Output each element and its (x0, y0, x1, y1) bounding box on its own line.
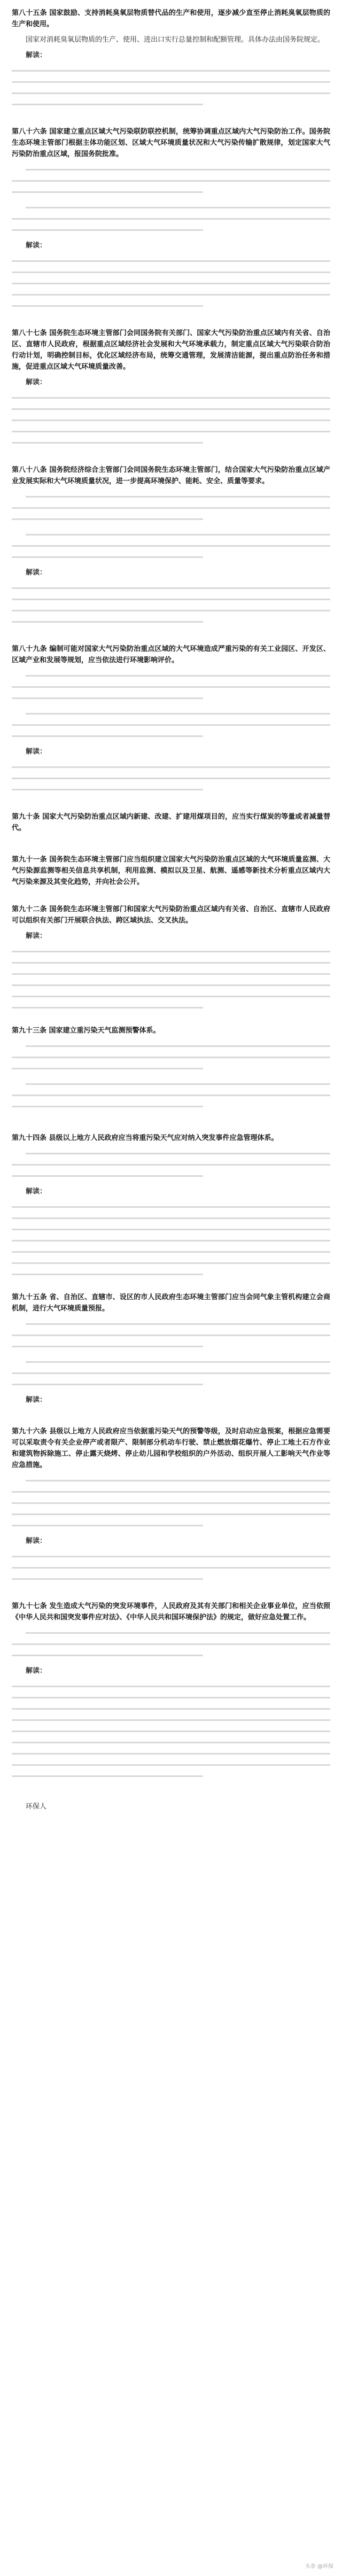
article-header: 第九十六条 县级以上地方人民政府应当依据重污染天气的预警等级，及时启动应急预案，根据应急需要可以采取责令有关企业停产或者限产、限制部分机动车行驶、禁止燃放烟花爆竹、停止工地土石方作业和建筑物拆除施工、停止露天烧烤、停止幼儿园和学校组织的户外活动、组织开展人工影响天气作业等应急措施。 (12, 1427, 330, 1469)
text-line-placeholder (12, 1726, 330, 1737)
text-line-placeholder (12, 784, 330, 795)
commentary (12, 1394, 330, 1406)
article (12, 1132, 330, 1280)
text-line-placeholder (12, 1258, 330, 1269)
text-line-placeholder (12, 426, 330, 437)
article-header: 第八十八条 国务院经济综合主管部门会同国务院生态环境主管部门，结合国家大气污染防治重点区域产业发展实际和大气环境质量状况，进一步提高环境保护、能耗、安全、质量等要求。 (12, 466, 330, 485)
article-header: 第九十四条 县级以上地方人民政府应当将重污染天气应对纳入突发事件应急管理体系。 (12, 1134, 278, 1142)
text-line-placeholder (12, 1639, 330, 1650)
article-header: 第九十五条 省、自治区、直辖市、设区的市人民政府生态环境主管部门应当会同气象主管机构建立会商机制，进行大气环境质量预报。 (12, 1293, 330, 1313)
text-line-placeholder (12, 946, 330, 957)
spacer (12, 1782, 330, 1798)
text-line-placeholder (12, 1090, 330, 1101)
article (12, 328, 330, 448)
spacer (12, 1116, 330, 1132)
commentary-label: 解读： (26, 569, 47, 577)
text-line-placeholder (12, 1681, 330, 1692)
article-paragraph (12, 529, 330, 563)
text-line-placeholder (12, 991, 330, 1002)
text-line-placeholder (12, 1486, 330, 1498)
commentary-label: 解读： (26, 242, 47, 250)
article (12, 1025, 330, 1112)
commentary-label: 解读： (26, 1188, 47, 1196)
article-list (12, 7, 330, 1798)
text-line-placeholder (12, 1246, 330, 1258)
commentary (12, 377, 330, 388)
text-line-placeholder (12, 957, 330, 968)
text-line-placeholder (12, 773, 330, 784)
text-line-placeholder (12, 681, 330, 693)
commentary (12, 746, 330, 757)
text-line-placeholder (12, 175, 330, 187)
article-header: 第九十七条 发生造成大气污染的突发环境事件，人民政府及其有关部门和相关企业事业单位，应当依照《中华人民共和国突发事件应对法》、《中华人民共和国环境保护法》的规定，做好应急处置工作。 (12, 1602, 330, 1621)
text-line-placeholder (12, 99, 330, 110)
article-header: 第九十三条 国家建立重污染天气监测预警体系。 (12, 1027, 160, 1035)
commentary-label: 解读： (26, 378, 47, 386)
text-line-placeholder (12, 1330, 330, 1341)
spacer (12, 795, 330, 811)
article-paragraph (12, 164, 330, 198)
text-line-placeholder (12, 1759, 330, 1771)
article-paragraph (12, 491, 330, 525)
commentary (12, 1665, 330, 1677)
text-line-placeholder (12, 164, 330, 175)
commentary-label: 解读： (26, 1667, 47, 1675)
text-line-placeholder (12, 1771, 330, 1782)
article (12, 854, 330, 888)
article-header: 第九十一条 国务院生态环境主管部门应当组织建立国家大气污染防治重点区域的大气环境质量监测、大气污染源监测等相关信息共享机制，利用监测、模拟以及卫星、航测、遥感等新技术分析重点区域内大气污染来源及其变化趋势，并向社会公开。 (12, 856, 330, 886)
text-line-placeholder (12, 980, 330, 991)
article-header: 第九十二条 国务院生态环境主管部门和国家大气污染防治重点区域内有关省、自治区、直辖市人民政府可以组织有关部门开展联合执法、跨区域执法、交叉执法。 (12, 905, 330, 925)
spacer (12, 627, 330, 643)
article-header: 第八十五条 国家鼓励、支持消耗臭氧层物质替代品的生产和使用，逐步减少直至停止消耗臭氧层物质的生产和使用。 (12, 9, 330, 28)
article-body (12, 34, 330, 110)
text-line-placeholder (12, 540, 330, 552)
text-line-placeholder (12, 76, 330, 88)
article-paragraph (12, 1627, 330, 1661)
article-body (12, 1627, 330, 1782)
text-line-placeholder (12, 514, 330, 525)
article-paragraph (12, 202, 330, 236)
article-paragraph (12, 1041, 330, 1074)
article (12, 126, 330, 312)
text-line-placeholder (12, 1368, 330, 1379)
article (12, 1292, 330, 1406)
article-paragraph (12, 1356, 330, 1390)
spacer (12, 892, 330, 904)
article-body (12, 1041, 330, 1112)
text-line-placeholder (12, 1063, 330, 1074)
article-paragraph (12, 1148, 330, 1182)
text-line-placeholder (12, 1224, 330, 1235)
text-line-placeholder (12, 1170, 330, 1182)
commentary (12, 930, 330, 942)
text-line-placeholder (12, 583, 330, 594)
spacer (12, 312, 330, 328)
text-line-placeholder (12, 267, 330, 278)
article-body (12, 377, 330, 448)
text-line-placeholder (12, 968, 330, 980)
spacer (12, 448, 330, 464)
text-line-placeholder (12, 437, 330, 448)
text-line-placeholder (12, 1703, 330, 1714)
spacer (12, 1410, 330, 1426)
text-line-placeholder (12, 1101, 330, 1112)
text-line-placeholder (12, 605, 330, 616)
text-line-placeholder (12, 1627, 330, 1639)
article (12, 904, 330, 1013)
text-line-placeholder (12, 719, 330, 731)
text-line-placeholder (12, 289, 330, 300)
article (12, 464, 330, 627)
text-line-placeholder (12, 708, 330, 719)
text-line-placeholder (12, 1737, 330, 1748)
article-header: 第八十六条 国家建立重点区域大气污染联防联控机制，统筹协调重点区域内大气污染防治工作。国务院生态环境主管部门根据主体功能区划、区域大气环境质量状况和大气污染传输扩散规律，划定国家大气污染防治重点区域，报国务院批准。 (12, 128, 330, 158)
commentary-label: 解读： (26, 932, 47, 940)
text-line-placeholder (12, 1356, 330, 1368)
article-header: 第八十九条 编制可能对国家大气污染防治重点区域的大气环境造成严重污染的有关工业园区、开发区、区域产业和发展等规划，应当依法进行环境影响评价。 (12, 645, 330, 664)
text-line-placeholder (12, 1201, 330, 1213)
text-line-placeholder (12, 1714, 330, 1726)
text-line-placeholder (12, 1498, 330, 1509)
text-line-placeholder (12, 404, 330, 415)
article-paragraph (12, 708, 330, 742)
article (12, 7, 330, 110)
text-line-placeholder (12, 213, 330, 224)
text-line-placeholder (12, 491, 330, 502)
text-line-placeholder (12, 552, 330, 563)
text-line-placeholder (12, 1551, 330, 1562)
text-line-placeholder (12, 1269, 330, 1280)
text-line-placeholder (12, 762, 330, 773)
text-line-placeholder (12, 1002, 330, 1013)
article-body (12, 1318, 330, 1406)
commentary (12, 50, 330, 61)
article-body (12, 491, 330, 627)
text-line-placeholder (12, 731, 330, 742)
text-line-placeholder (12, 1148, 330, 1159)
article-body (12, 930, 330, 1013)
article (12, 643, 330, 795)
article-body (12, 1148, 330, 1280)
commentary-label: 解读： (26, 1537, 47, 1545)
article-paragraph: 国家对消耗臭氧层物质的生产、使用、进出口实行总量控制和配额管理。具体办法由国务院规定。 (26, 36, 325, 44)
article-paragraph (12, 670, 330, 704)
article-paragraph (12, 1475, 330, 1531)
commentary-label: 解读： (26, 748, 47, 756)
text-line-placeholder (12, 415, 330, 426)
text-line-placeholder (12, 1573, 330, 1585)
spacer (12, 1280, 330, 1292)
text-line-placeholder (12, 1052, 330, 1063)
text-line-placeholder (12, 65, 330, 76)
text-line-placeholder (12, 1235, 330, 1246)
spacer (12, 1585, 330, 1601)
text-line-placeholder (12, 1650, 330, 1661)
text-line-placeholder (12, 1341, 330, 1352)
article-header: 第九十条 国家大气污染防治重点区域内新建、改建、扩建用煤项目的，应当实行煤炭的等量或者减量替代。 (12, 813, 330, 832)
article-body (12, 1475, 330, 1585)
text-line-placeholder (12, 300, 330, 312)
commentary (12, 240, 330, 251)
text-line-placeholder (12, 1692, 330, 1703)
article (12, 1601, 330, 1782)
article-header: 第八十七条 国务院生态环境主管部门会同国务院有关部门、国家大气污染防治重点区域内有关省、自治区、直辖市人民政府，根据重点区域经济社会发展和大气环境承载力，制定重点区域大气污染联合防治行动计划，明确控制目标，优化区域经济布局，统筹交通管理，发展清洁能源，提出重点防治任务和措施，促进重点区域大气环境质量改善。 (12, 329, 330, 371)
article (12, 811, 330, 834)
text-line-placeholder (12, 1748, 330, 1759)
article-body (12, 164, 330, 312)
text-line-placeholder (12, 502, 330, 514)
spacer (12, 838, 330, 854)
text-line-placeholder (12, 202, 330, 213)
text-line-placeholder (12, 224, 330, 236)
text-line-placeholder (12, 670, 330, 681)
text-line-placeholder (12, 1379, 330, 1390)
text-line-placeholder (12, 1159, 330, 1170)
commentary-label: 解读： (26, 1396, 47, 1404)
text-line-placeholder (12, 529, 330, 540)
text-line-placeholder (12, 693, 330, 704)
spacer (12, 1013, 330, 1025)
signoff: 环保人 (26, 1803, 47, 1811)
text-line-placeholder (12, 88, 330, 99)
text-line-placeholder (12, 1318, 330, 1330)
article-paragraph (12, 1078, 330, 1112)
text-line-placeholder (12, 1509, 330, 1520)
article-paragraph (12, 1318, 330, 1352)
text-line-placeholder (12, 392, 330, 404)
text-line-placeholder (12, 278, 330, 289)
watermark: 头条 @环保 (305, 2564, 333, 2570)
text-line-placeholder (12, 1041, 330, 1052)
text-line-placeholder (12, 1213, 330, 1224)
text-line-placeholder (12, 1475, 330, 1486)
text-line-placeholder (12, 1078, 330, 1090)
text-line-placeholder (12, 1562, 330, 1573)
article (12, 1426, 330, 1585)
text-line-placeholder (12, 1520, 330, 1531)
commentary (12, 1186, 330, 1197)
text-line-placeholder (12, 255, 330, 267)
text-line-placeholder (12, 616, 330, 627)
commentary-label: 解读： (26, 51, 47, 59)
article-body (12, 670, 330, 795)
spacer (12, 110, 330, 126)
commentary (12, 567, 330, 578)
commentary (12, 1535, 330, 1547)
text-line-placeholder (12, 594, 330, 605)
text-line-placeholder (12, 187, 330, 198)
